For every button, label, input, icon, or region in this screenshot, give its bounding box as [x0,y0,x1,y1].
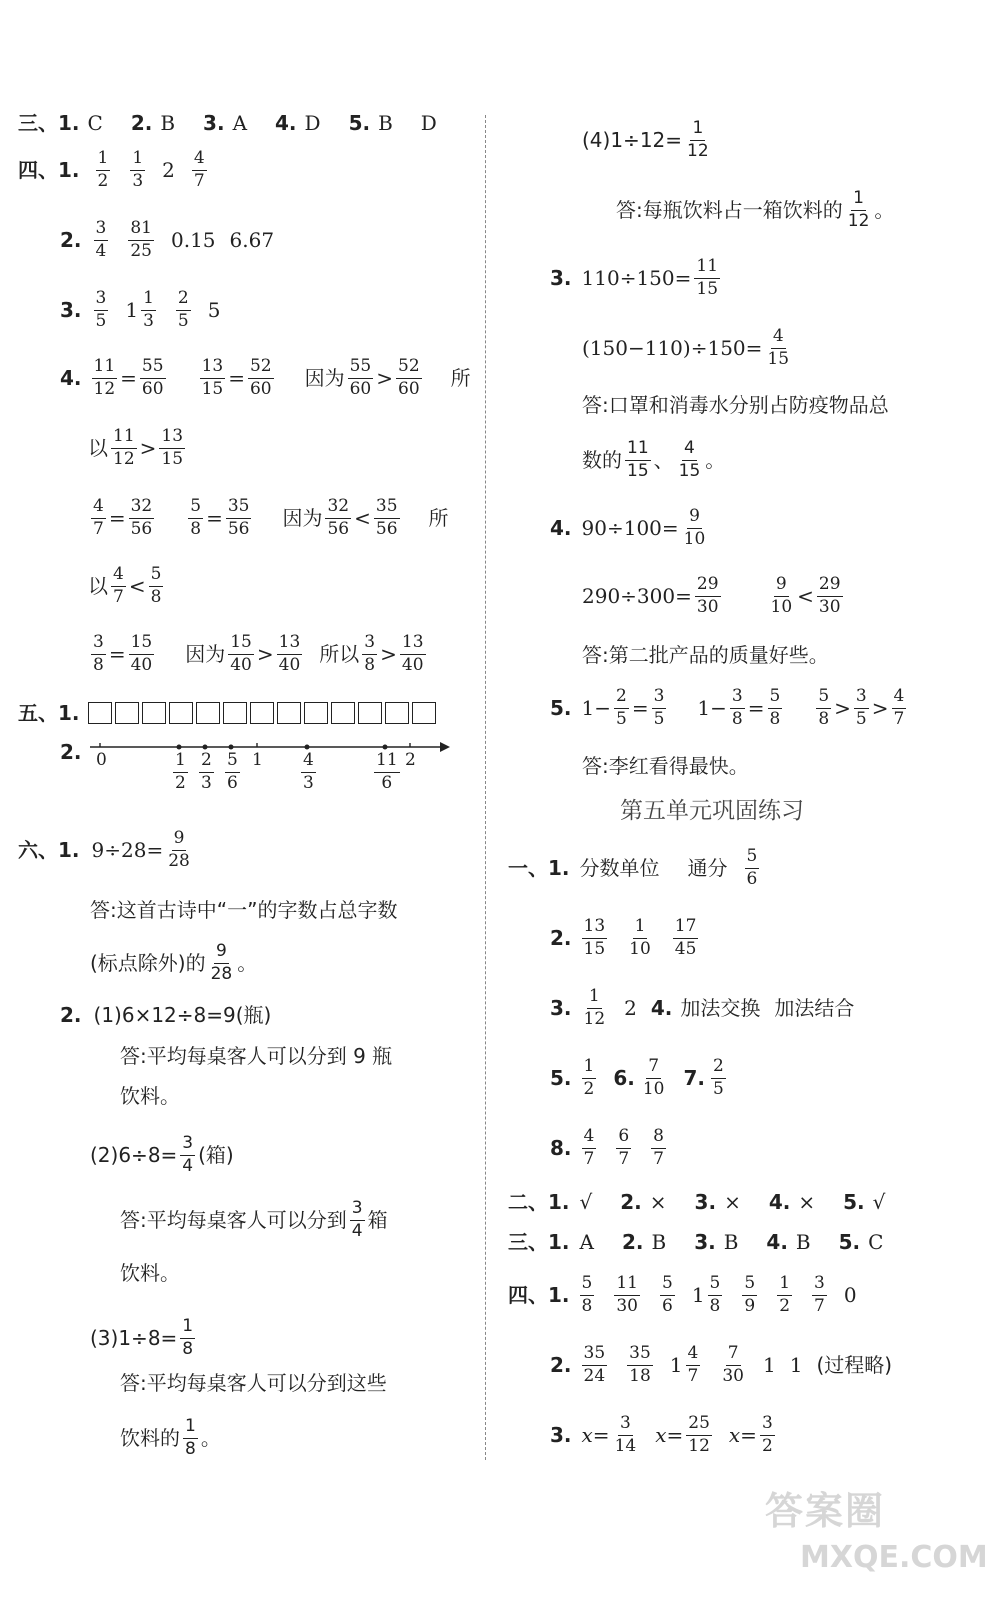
answer: C [87,111,103,135]
nl-frac-2-3: $\frac{2}{3}$ [201,750,212,793]
answer: 2 [162,158,175,183]
fraction: $\frac{81}{25}$ [130,218,152,261]
fraction: $\frac{13}{40}$ [401,632,424,675]
fraction: $\frac{9}{10}$ [683,506,706,549]
fraction: $\frac{3}{4}$ [95,218,107,261]
left-s5-q1 [18,702,436,724]
left-s3-line [18,113,437,133]
question-number: 2. [130,111,153,135]
question-number: 2. [60,1003,82,1027]
text: 所 [428,506,449,531]
fraction: $\frac{3}{4}$ [351,1198,363,1241]
left-s6-q2-p3: (3)1÷8= $\frac{1}{8}$ [90,1316,194,1359]
question-number: 3. [550,996,572,1021]
left-s6-q2-a3b: 饮料的 $\frac{1}{8}$ 。 [120,1416,221,1459]
fraction: $\frac{4}{7}$ [687,1343,699,1386]
right-u1-q1: 一、1. 分数单位 通分 $\frac{5}{6}$ [508,846,758,889]
compare: > [376,366,394,391]
left-s4-q1 [18,150,210,191]
fraction: $\frac{52}{60}$ [398,356,420,399]
left-s6-q1 [18,830,195,871]
right-u4-r1: 四、1. $\frac{5}{8}$ $\frac{11}{30}$ $\frac{5}{6}$ 1 $\frac{5}{8}$ $\frac{5}{9}$ $\frac{1}{2}$ $\frac{3}{7}$ 0 [508,1273,857,1316]
right-u1-q3: 3. $\frac{1}{12}$ 2 4. 加法交换 加法结合 [550,986,855,1029]
left-s6-q2-p2: (2)6÷8= $\frac{3}{4}$ (箱) [90,1133,234,1176]
fraction: $\frac{8}{7}$ [653,1126,664,1169]
fraction: $\frac{3}{7}$ [814,1273,825,1316]
fraction: $\frac{29}{30}$ [696,574,719,617]
answer: D [420,111,437,135]
fraction: $\frac{15}{40}$ [230,632,252,675]
fraction: $\frac{32}{56}$ [327,496,350,539]
nl-frac-4-3: $\frac{4}{3}$ [303,750,314,793]
right-q3-e2: (150−110)÷150= $\frac{4}{15}$ [582,326,790,369]
fraction: $\frac{11}{30}$ [616,1273,638,1316]
question-number: 3. [60,298,82,323]
question-number: 3. [203,111,225,135]
left-s4-q4-l2 [88,428,188,469]
left-s4-q4-l5 [88,634,429,675]
text: 所 [450,366,471,391]
fraction: $\frac{3}{8}$ [731,686,743,729]
fraction: $\frac{17}{45}$ [674,916,697,959]
fraction: $\frac{4}{7}$ [93,496,104,539]
fraction: $\frac{55}{60}$ [349,356,372,399]
right-u4-r3: 3. x= $\frac{3}{14}$ x= $\frac{25}{12}$ x= $\frac{3}{2}$ [550,1413,773,1456]
fraction: $\frac{13}{15}$ [161,426,184,469]
fraction: $\frac{9}{28}$ [210,941,233,984]
fraction: $\frac{3}{5}$ [855,686,867,729]
section-label: 三、1. [508,1230,570,1254]
answer: 6.67 [229,228,275,253]
fraction: $\frac{2}{5}$ [713,1056,724,1099]
right-q3-e1: 3. 110÷150= $\frac{11}{15}$ [550,256,719,299]
nl-frac-1-2: $\frac{1}{2}$ [175,750,186,793]
right-p4: (4)1÷12= $\frac{1}{12}$ [582,118,709,161]
fraction: $\frac{2}{5}$ [177,288,189,331]
question-number: 7. [683,1066,706,1091]
fraction: $\frac{4}{15}$ [678,438,701,481]
question-number: 5. [550,696,572,721]
question-number: 4. [60,366,82,391]
fraction: $\frac{1}{2}$ [97,148,109,191]
text: 因为 [304,366,345,391]
section-label: 三、1. [18,111,80,135]
right-u3: 三、1. A 2. B 3. B 4. B 5. C [508,1230,884,1254]
fraction: $\frac{1}{12}$ [583,986,606,1029]
left-s6-q1-ans2: (标点除外)的 $\frac{9}{28}$ 。 [90,941,258,984]
right-q3-ans1: 答:口罩和消毒水分别占防疫物品总 [582,393,889,417]
fraction: $\frac{1}{2}$ [583,1056,595,1099]
right-u1-q2 [550,918,701,959]
nl-two: 2 [405,750,416,770]
fraction: $\frac{13}{40}$ [278,632,301,675]
compare: > [139,436,157,461]
fraction: $\frac{3}{4}$ [182,1133,194,1176]
fraction: $\frac{5}{8}$ [581,1273,593,1316]
question-number: 4. [275,111,297,135]
question-number: 2. [550,1353,572,1378]
fraction: $\frac{1}{12}$ [687,118,709,161]
left-s4-q4-l4 [88,566,166,607]
right-q4-e2: 290÷300= $\frac{29}{30}$ $\frac{9}{10}$ < $\frac{29}{30}$ [582,574,841,617]
compare: > [380,642,397,667]
fraction: $\frac{2}{5}$ [616,686,627,729]
fraction: $\frac{35}{56}$ [227,496,250,539]
fraction: $\frac{9}{28}$ [168,828,190,871]
answer: D [304,111,321,135]
right-q5: 5. 1− $\frac{2}{5}$ = $\frac{3}{5}$ 1− $\frac{3}{8}$ = $\frac{5}{8}$ $\frac{5}{8}$ > $\frac{3}{5}$ > $\frac{4}{7}$ [550,686,905,729]
fraction: $\frac{5}{8}$ [190,496,202,539]
question-number: 3. [550,1423,572,1448]
fraction: $\frac{29}{30}$ [818,574,841,617]
fraction: $\frac{4}{15}$ [767,326,790,369]
mixed-whole: 1 [125,298,139,323]
fraction: $\frac{35}{56}$ [375,496,398,539]
fraction: $\frac{5}{8}$ [818,686,830,729]
watermark-url: MXQE.COM [800,1540,988,1575]
left-s5-q2-label [60,742,82,762]
left-s6-q1-ans1: 答:这首古诗中“一”的字数占总字数 [90,898,398,922]
fraction: $\frac{9}{10}$ [770,574,793,617]
right-q3-ans2: 数的 $\frac{11}{15}$ 、 $\frac{4}{15}$ 。 [582,438,726,481]
right-q5-ans: 答:李红看得最快。 [582,754,749,778]
equals: = [108,642,126,667]
fraction: $\frac{11}{15}$ [696,256,719,299]
fraction: $\frac{1}{2}$ [779,1273,791,1316]
right-q4-ans: 答:第二批产品的质量好些。 [582,643,829,667]
right-u4-r2: 2. $\frac{35}{24}$ $\frac{35}{18}$ 1 $\frac{4}{7}$ $\frac{7}{30}$ 1 1 (过程略) [550,1343,893,1386]
fraction: $\frac{5}{6}$ [746,846,758,889]
question-number: 8. [550,1136,572,1161]
fraction: $\frac{3}{5}$ [653,686,665,729]
fraction: $\frac{11}{12}$ [113,426,135,469]
fraction: $\frac{13}{15}$ [583,916,606,959]
fraction: $\frac{32}{56}$ [130,496,153,539]
fraction: $\frac{1}{8}$ [185,1416,196,1459]
fraction: $\frac{4}{7}$ [113,564,124,607]
fraction: $\frac{25}{12}$ [688,1413,710,1456]
fraction: $\frac{11}{15}$ [627,438,649,481]
left-s6-q2-a3a: 答:平均每桌客人可以分到这些 [120,1371,387,1395]
question-number: 3. [550,266,572,291]
compare: < [128,574,146,599]
equals: = [228,366,245,391]
fraction: $\frac{4}{7}$ [193,148,205,191]
left-s4-q4-l3 [88,498,449,539]
right-p4-ans: 答:每瓶饮料占一箱饮料的 $\frac{1}{12}$ 。 [616,188,895,231]
fraction: $\frac{3}{14}$ [614,1413,637,1456]
question-number: 2. [60,228,82,253]
section-label: 一、1. [508,856,570,881]
answer: A [232,111,248,135]
fraction: $\frac{35}{24}$ [583,1343,606,1386]
fraction: $\frac{4}{7}$ [583,1126,595,1169]
left-s6-q2-a2c: 饮料。 [120,1261,180,1285]
fraction: $\frac{13}{15}$ [201,356,224,399]
text: 因为 [185,642,226,667]
compare: < [354,506,371,531]
expression: (1)6×12÷8=9(瓶) [93,1003,272,1027]
question-number: 5. [348,111,371,135]
answer: 0.15 [170,228,216,253]
text: 以 [88,574,108,599]
nl-frac-11-6: $\frac{11}{6}$ [376,750,398,793]
left-s4-q2 [60,220,274,261]
fraction: $\frac{5}{8}$ [769,686,781,729]
fraction: $\frac{7}{10}$ [642,1056,665,1099]
fraction: $\frac{7}{30}$ [722,1343,744,1386]
right-u1-q5 [550,1058,729,1099]
fraction: $\frac{15}{40}$ [130,632,153,675]
fraction: $\frac{3}{8}$ [93,632,104,675]
right-q4-e1: 4. 90÷100= $\frac{9}{10}$ [550,506,706,549]
text: 以 [88,436,108,461]
left-s6-q2-a2: 答:平均每桌客人可以分到 $\frac{3}{4}$ 箱 [120,1198,388,1241]
fraction: $\frac{11}{12}$ [93,356,116,399]
fraction: $\frac{5}{8}$ [709,1273,721,1316]
nl-frac-5-6: $\frac{5}{6}$ [227,750,238,793]
nl-one: 1 [252,750,263,770]
fraction: $\frac{5}{8}$ [150,564,162,607]
question-number: 5. [550,1066,572,1091]
text: 所以 [319,642,360,667]
fraction: $\frac{3}{8}$ [364,632,376,675]
unit-title: 第五单元巩固练习 [620,798,804,824]
fraction: $\frac{3}{2}$ [761,1413,773,1456]
question-number: 2. [60,740,82,764]
left-s6-q2-a1b: 饮料。 [120,1084,180,1108]
left-s4-q3 [60,290,220,331]
section-label: 四、1. [508,1283,570,1308]
expression: 9÷28= [91,838,164,863]
section-label: 二、1. [508,1190,570,1214]
section-label: 四、1. [18,158,80,183]
section-label: 五、1. [18,701,80,725]
fraction: $\frac{4}{7}$ [893,686,905,729]
question-number: 4. [650,996,673,1021]
fraction: $\frac{52}{60}$ [249,356,272,399]
fraction: $\frac{55}{60}$ [141,356,164,399]
fraction: $\frac{1}{3}$ [132,148,144,191]
fraction: $\frac{5}{9}$ [744,1273,756,1316]
left-s6-q2-p1 [60,1005,271,1025]
fraction: $\frac{3}{5}$ [95,288,107,331]
left-s4-q4-l1 [60,358,471,399]
empty-boxes [88,702,436,724]
left-s6-q2-a1a: 答:平均每桌客人可以分到 9 瓶 [120,1044,393,1068]
question-number: 2. [550,926,572,951]
column-divider [485,115,486,1460]
fraction: $\frac{1}{12}$ [847,188,870,231]
answer: B [378,111,393,135]
fraction: $\frac{1}{3}$ [143,288,154,331]
right-u1-q8 [550,1128,669,1169]
question-number: 4. [550,516,572,541]
compare: > [256,642,274,667]
question-number: 6. [613,1066,635,1091]
answer: B [160,111,176,135]
answer: 5 [207,298,221,323]
section-label: 六、1. [18,838,80,863]
fraction: $\frac{1}{10}$ [629,916,651,959]
watermark-logo: 答案圈 [765,1489,886,1533]
fraction: $\frac{35}{18}$ [629,1343,651,1386]
equals: = [120,366,137,391]
fraction: $\frac{6}{7}$ [618,1126,630,1169]
text: 因为 [282,506,323,531]
right-u2: 二、1. √ 2. × 3. × 4. × 5. √ [508,1190,886,1214]
equals: = [108,506,126,531]
equals: = [206,506,223,531]
fraction: $\frac{1}{8}$ [182,1316,194,1359]
fraction: $\frac{5}{6}$ [661,1273,673,1316]
nl-zero: 0 [96,750,107,770]
